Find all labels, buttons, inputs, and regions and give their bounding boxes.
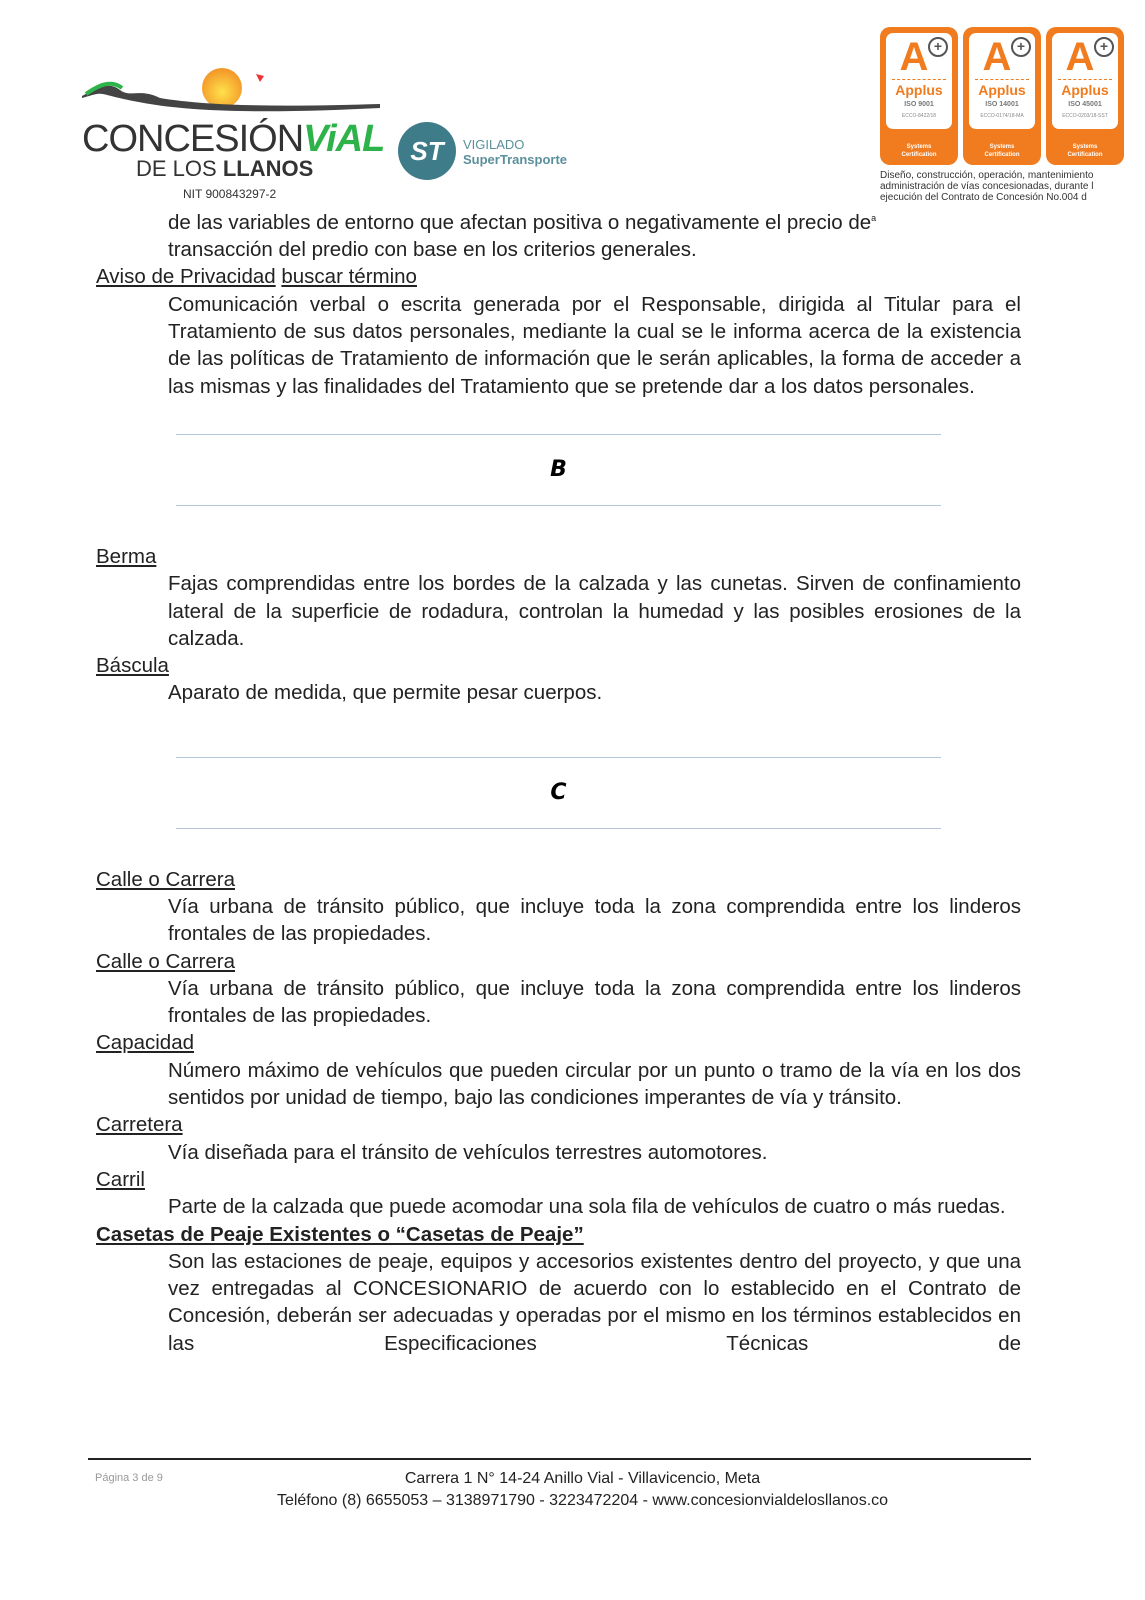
glossary-term: Carril bbox=[96, 1167, 145, 1191]
glossary-term: Casetas de Peaje Existentes o “Casetas de Peaje” bbox=[96, 1222, 584, 1246]
glossary-term: Carretera bbox=[96, 1113, 183, 1137]
footer-phone-web: Teléfono (8) 6655053 – 3138971790 - 3223472204 - www.concesionvialdelosllanos.co bbox=[276, 1492, 889, 1509]
applus-a-icon: A bbox=[1065, 35, 1095, 79]
section-letter: B bbox=[550, 456, 567, 482]
footer-address: Carrera 1 N° 14-24 Anillo Vial - Villavicencio, Meta bbox=[404, 1470, 761, 1487]
nit-number: NIT 900843297-2 bbox=[183, 187, 277, 201]
plus-circle-icon: + bbox=[928, 37, 948, 57]
supertransporte-logo-icon: ST bbox=[398, 122, 456, 180]
intro-continuation-line2: transacción del predio con base en los criterios generales. bbox=[168, 238, 697, 262]
section-letter: C bbox=[550, 779, 567, 805]
concesion-vial-logo bbox=[80, 62, 390, 187]
intro-continuation: de las variables de entorno que afectan positiva o negativamente el precio $de^a$ bbox=[168, 210, 877, 234]
page-number: Página 3 de 9 bbox=[95, 1472, 163, 1484]
certification-badge: A + Applus ISO 45001 ECCO-0203/18-SST Systems Certification bbox=[1046, 27, 1124, 165]
section-divider-c bbox=[176, 757, 941, 829]
glossary-definition: Vía urbana de tránsito público, que incluye toda la zona comprendida entre los linderos frontales de las propiedades. bbox=[168, 894, 1021, 946]
glossary-definition: Comunicación verbal o escrita generada por el Responsable, dirigida al Titular para el Tratamiento de sus datos personales, mediante la cual se le informa acerca de la existencia de las políticas de Tratamiento de información que le serán aplicables, la forma de acceder a las mismas y las finalidades del Tratamiento que se pretende dar a los datos personales. bbox=[168, 292, 1021, 398]
glossary-term: Capacidad bbox=[96, 1031, 195, 1055]
glossary-content bbox=[96, 205, 1021, 1357]
plus-circle-icon: + bbox=[1011, 37, 1031, 57]
glossary-term: Báscula bbox=[96, 654, 169, 678]
applus-a-icon: A bbox=[899, 35, 929, 79]
logo-wordmark: CONCESIÓNViAL bbox=[82, 118, 385, 160]
sun-icon bbox=[202, 68, 242, 108]
footer-contact bbox=[0, 1468, 1145, 1512]
certification-badge: A + Applus ISO 14001 ECCO-0174/18-MA Systems Certification bbox=[963, 27, 1041, 165]
supertransporte-label: VIGILADO SuperTransporte bbox=[463, 137, 568, 167]
footer-rule bbox=[88, 1458, 1031, 1460]
glossary-definition: Parte de la calzada que puede acomodar una sola fila de vehículos de cuatro o más ruedas. bbox=[168, 1195, 1006, 1219]
glossary-term: Berma bbox=[96, 544, 157, 568]
glossary-term: Aviso de Privacidad buscar término bbox=[96, 265, 417, 289]
section-divider-b bbox=[176, 434, 941, 506]
applus-a-icon: A bbox=[982, 35, 1012, 79]
logo-swoosh-icon bbox=[80, 62, 390, 122]
bird-icon bbox=[256, 74, 264, 82]
certification-badge: A + Applus ISO 9001 ECCO-8422/18 Systems Certification bbox=[880, 27, 958, 165]
glossary-term: Calle o Carrera bbox=[96, 949, 235, 973]
glossary-definition: Vía diseñada para el tránsito de vehículos terrestres automotores. bbox=[168, 1140, 768, 1164]
glossary-definition: Son las estaciones de peaje, equipos y accesorios existentes dentro del proyecto, y que una vez entregadas al CONCESIONARIO de acuerdo con lo establecido en el Contrato de Concesión, deberán ser adecuadas y operadas por el mismo en los términos establecidos en las Especificaciones Técnicas de bbox=[168, 1249, 1021, 1355]
glossary-definition: Aparato de medida, que permite pesar cuerpos. bbox=[168, 681, 603, 705]
logo-subtitle: DE LOS LLANOS bbox=[136, 156, 314, 181]
certification-description: Diseño, construcción, operación, mantenimiento administración de vías concesionadas, durante l ejecución del Contrato de Concesión No.004 d bbox=[880, 170, 1094, 203]
glossary-definition: Número máximo de vehículos que pueden circular por un punto o tramo de la vía en los dos sentidos por unidad de tiempo, bajo las condiciones imperantes de vía y tránsito. bbox=[168, 1058, 1021, 1110]
glossary-definition: Vía urbana de tránsito público, que incluye toda la zona comprendida entre los linderos frontales de las propiedades. bbox=[168, 976, 1021, 1028]
glossary-term: Calle o Carrera bbox=[96, 867, 235, 891]
plus-circle-icon: + bbox=[1094, 37, 1114, 57]
certification-badges bbox=[880, 27, 1124, 165]
glossary-definition: Fajas comprendidas entre los bordes de la calzada y las cunetas. Sirven de confinamiento lateral de la superficie de rodadura, controlan la humedad y las posibles erosiones de la calzada. bbox=[168, 572, 1021, 650]
